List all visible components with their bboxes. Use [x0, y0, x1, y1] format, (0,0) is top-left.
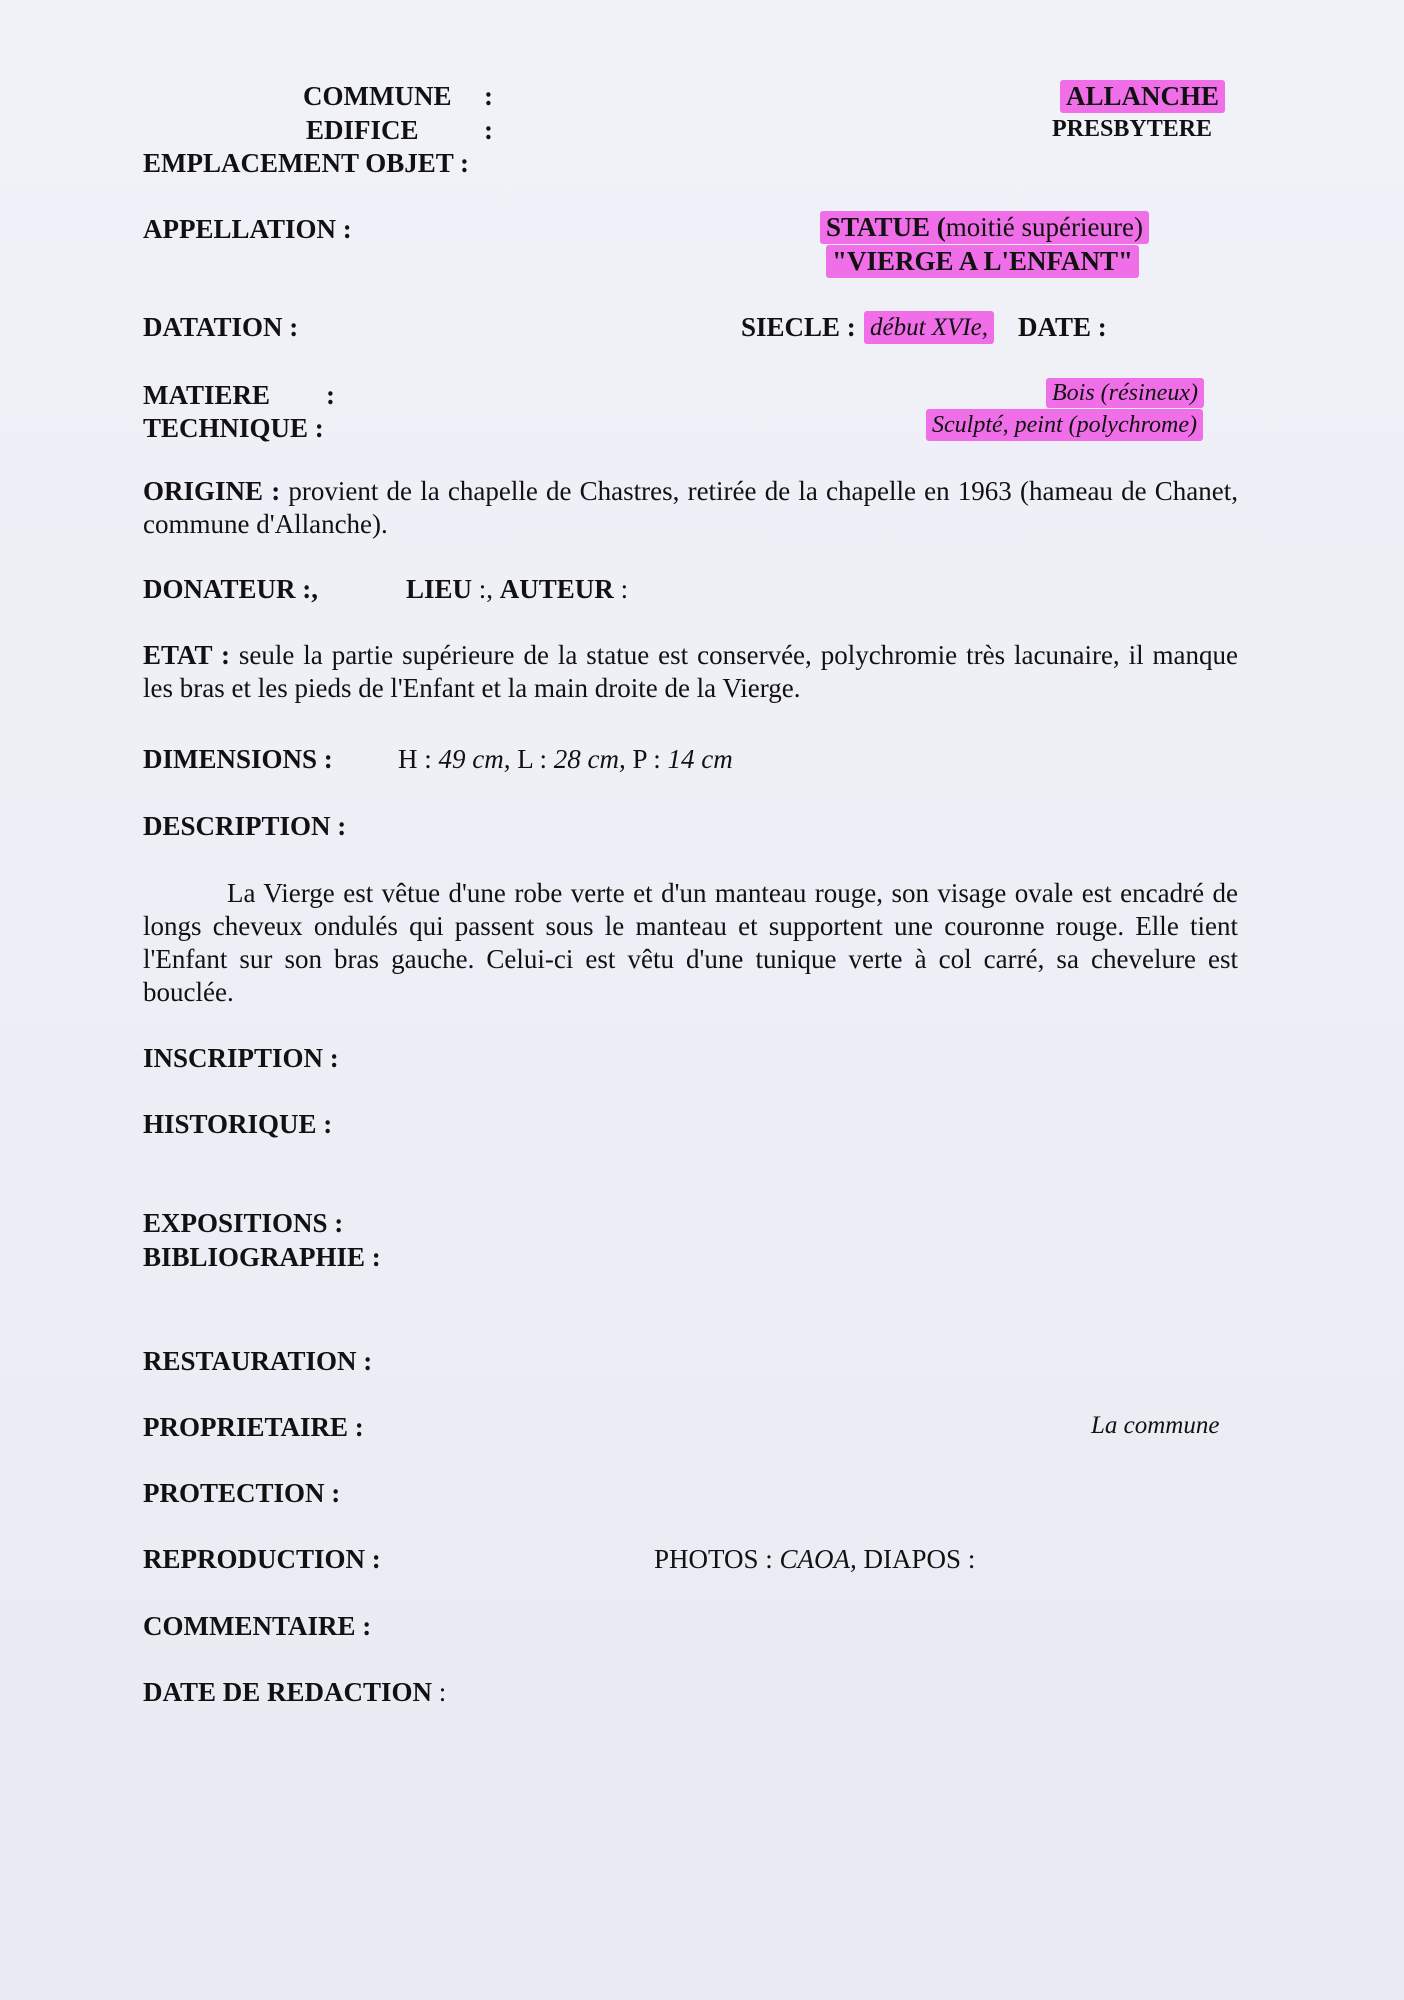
protection-label: PROTECTION : [143, 1478, 341, 1508]
appellation-value-line2: "VIERGE A L'ENFANT" [826, 245, 1139, 278]
proprietaire-value: La commune [1091, 1412, 1220, 1439]
auteur-label: AUTEUR [499, 574, 614, 604]
etat-paragraph [143, 639, 1238, 705]
matiere-value: Bois (résineux) [1046, 378, 1204, 408]
appellation-value-bold: STATUE ( [826, 212, 946, 242]
photos-line [654, 1543, 975, 1576]
proprietaire-label: PROPRIETAIRE : [143, 1412, 364, 1442]
length-label: L : [517, 744, 547, 774]
appellation-label: APPELLATION : [143, 214, 352, 244]
dimensions-label: DIMENSIONS : [143, 744, 333, 774]
technique-value: Sculpté, peint (polychrome) [926, 409, 1203, 441]
reproduction-label: REPRODUCTION : [143, 1544, 381, 1574]
edifice-colon: : [484, 115, 493, 145]
dimensions-values [398, 743, 733, 776]
commentaire-label: COMMENTAIRE : [143, 1611, 372, 1641]
lieu-rest: :, [478, 574, 494, 604]
expositions-label: EXPOSITIONS : [143, 1208, 344, 1238]
description-text: La Vierge est vêtue d'une robe verte et d'un manteau rouge, son visage ovale est encadré de longs cheveux ondulés qui passent sous le manteau et supportent une couronne rouge. Elle tient l'Enfant sur son bras gauche. Celui-ci est vêtu d'une tunique verte à col carré, sa chevelure est bouclée. [143, 878, 1238, 1007]
inscription-label: INSCRIPTION : [143, 1043, 339, 1073]
date-redaction [143, 1676, 446, 1709]
bibliographie-label: BIBLIOGRAPHIE : [143, 1242, 381, 1272]
photos-value: CAOA, [779, 1544, 857, 1574]
commune-value: ALLANCHE [1060, 80, 1225, 113]
date-redaction-label: DATE DE REDACTION [143, 1677, 433, 1707]
date-redaction-colon: : [438, 1677, 447, 1707]
date-label: DATE : [1018, 312, 1107, 342]
commune-label: COMMUNE [303, 81, 452, 111]
description-label: DESCRIPTION : [143, 811, 347, 841]
historique-label: HISTORIQUE : [143, 1109, 333, 1139]
auteur-rest: : [620, 574, 629, 604]
origine-label: ORIGINE : [143, 476, 281, 506]
length-value: 28 cm, [553, 744, 626, 774]
siecle-value: début XVIe, [864, 311, 994, 344]
donateur-label: DONATEUR :, [143, 574, 318, 604]
appellation-value [820, 211, 1149, 244]
depth-label: P : [632, 744, 661, 774]
height-value: 49 cm, [438, 744, 511, 774]
etat-text: seule la partie supérieure de la statue est conservée, polychromie très lacunaire, il manque les bras et les pieds de l'Enfant et la main droite de la Vierge. [143, 640, 1239, 703]
datation-label: DATATION : [143, 312, 299, 342]
lieu-auteur [406, 573, 628, 606]
siecle-label: SIECLE : [741, 312, 856, 342]
edifice-value: PRESBYTERE [1052, 116, 1213, 142]
photos-label: PHOTOS : [654, 1544, 773, 1574]
lieu-label: LIEU [406, 574, 473, 604]
commune-colon: : [484, 81, 493, 111]
origine-paragraph [143, 475, 1238, 541]
matiere-label: MATIERE [143, 380, 271, 410]
edifice-label: EDIFICE [306, 115, 419, 145]
restauration-label: RESTAURATION : [143, 1346, 373, 1376]
height-label: H : [398, 744, 432, 774]
emplacement-label: EMPLACEMENT OBJET : [143, 148, 470, 178]
diapos-label: DIAPOS : [863, 1544, 976, 1574]
appellation-value-normal: moitié supérieure) [945, 212, 1143, 242]
depth-value: 14 cm [667, 744, 733, 774]
etat-label: ETAT : [143, 640, 230, 670]
matiere-colon: : [326, 380, 335, 410]
technique-label: TECHNIQUE : [143, 413, 324, 443]
origine-text: provient de la chapelle de Chastres, retirée de la chapelle en 1963 (hameau de Chanet, commune d'Allanche). [143, 476, 1239, 539]
